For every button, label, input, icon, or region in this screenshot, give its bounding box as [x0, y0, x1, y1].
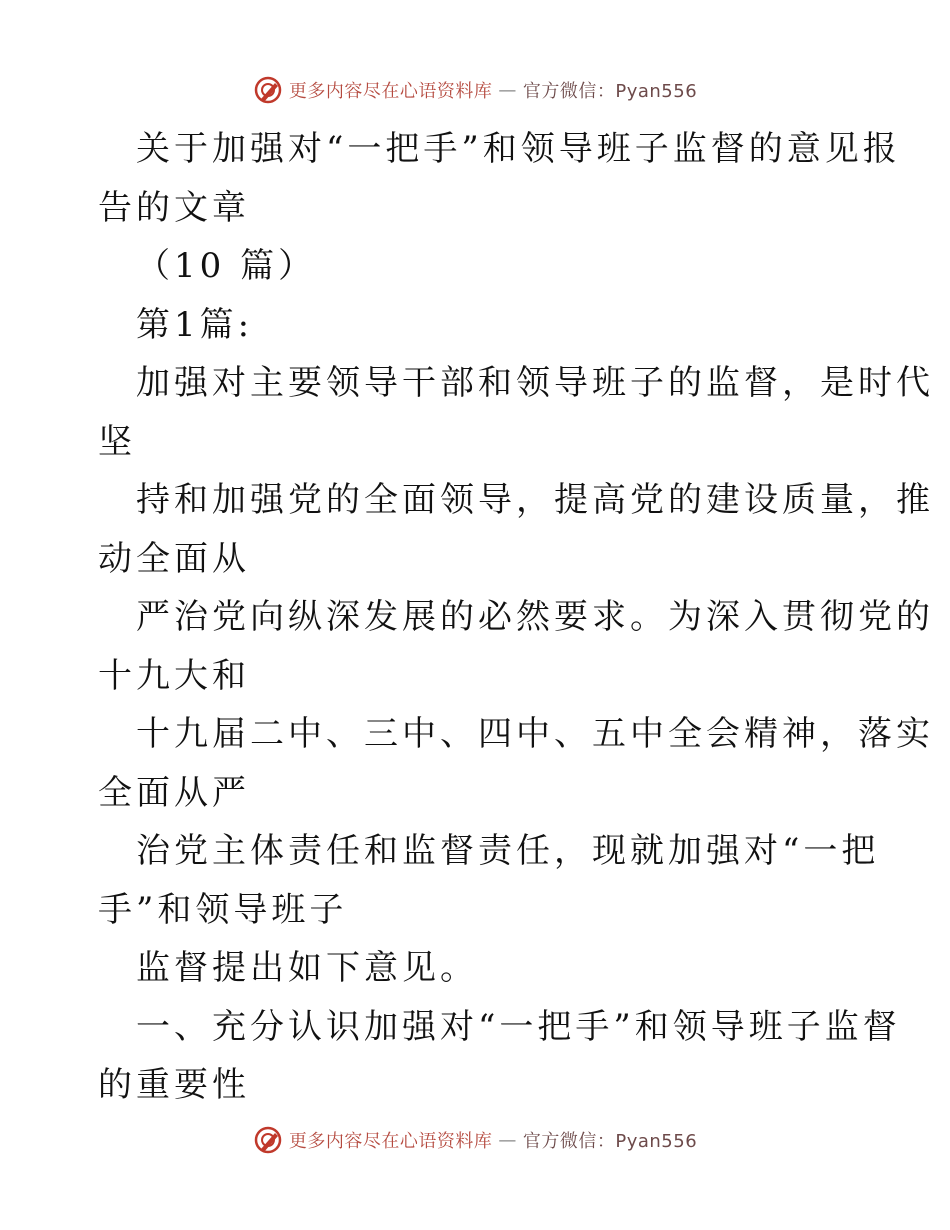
text-line: （10 篇） [136, 246, 317, 286]
pen-logo-icon [253, 75, 283, 105]
text-line: 的重要性 [98, 1065, 250, 1105]
text-line: 监督提出如下意见。 [136, 948, 478, 988]
watermark-text: 更多内容尽在心语资料库 [288, 81, 493, 102]
document-body [98, 120, 934, 1115]
watermark-separator: — [498, 79, 517, 101]
text-line: 加强对主要领导干部和领导班子的监督，是时代 [136, 363, 934, 403]
text-line: 坚 [98, 421, 136, 462]
text-line: 治党主体责任和监督责任，现就加强对“一把 [136, 831, 880, 871]
text-line: 手”和领导班子 [98, 889, 348, 930]
text-line: 十九大和 [98, 655, 250, 696]
text-line: 第1篇: [136, 304, 254, 345]
watermark-contact: 官方微信：Pyan556 [522, 1131, 698, 1152]
watermark-separator: — [498, 1129, 517, 1151]
watermark-contact: 官方微信：Pyan556 [522, 81, 698, 102]
text-line: 动全面从 [98, 538, 250, 579]
pen-logo-icon [253, 1125, 283, 1155]
text-line: 全面从严 [98, 772, 250, 813]
footer-watermark [0, 1120, 950, 1160]
watermark-text: 更多内容尽在心语资料库 [288, 1131, 493, 1152]
text-line: 十九届二中、三中、四中、五中全会精神，落实 [136, 714, 934, 754]
text-line: 严治党向纵深发展的必然要求。为深入贯彻党的 [136, 597, 934, 637]
text-line: 告的文章 [98, 187, 250, 228]
text-line: 持和加强党的全面领导，提高党的建设质量，推 [136, 480, 934, 520]
header-watermark [0, 70, 950, 110]
text-line: 一、充分认识加强对“一把手”和领导班子监督 [136, 1006, 901, 1047]
text-line: 关于加强对“一把手”和领导班子监督的意见报 [136, 129, 901, 169]
